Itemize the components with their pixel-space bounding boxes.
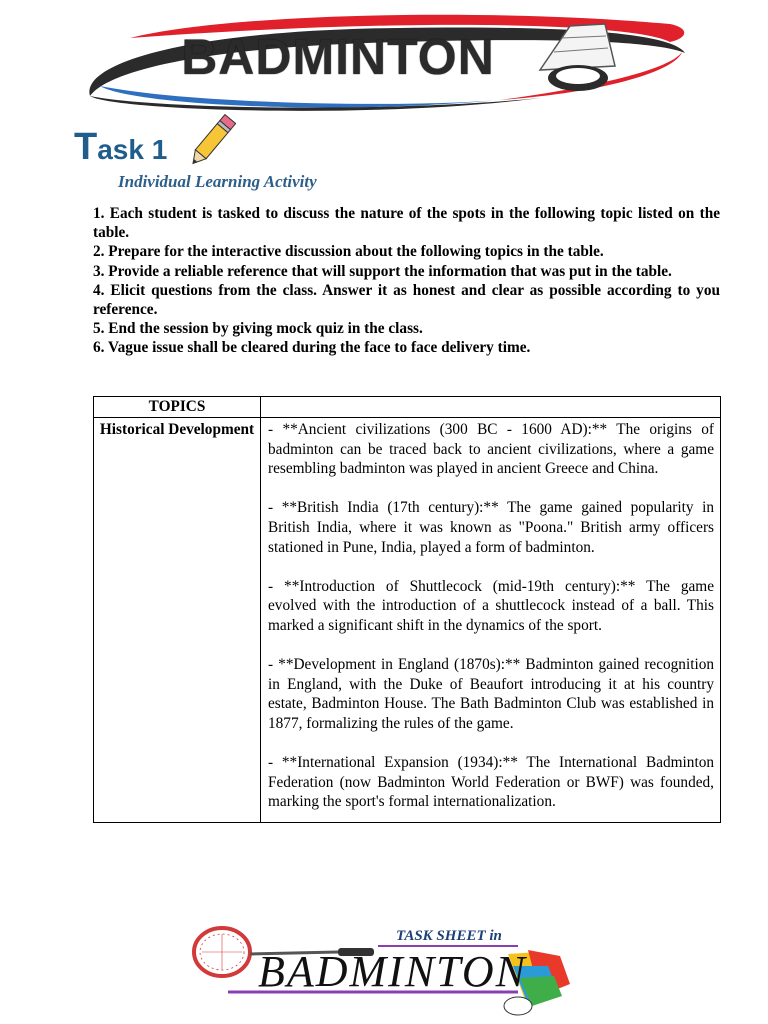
instruction-item: 4. Elicit questions from the class. Answer it as honest and clear as possible according to you reference.	[93, 281, 720, 319]
instruction-item: 3. Provide a reliable reference that will support the information that was put in the table.	[93, 262, 672, 280]
table-row	[94, 418, 721, 823]
instructions-list	[93, 204, 720, 358]
task-title-initial: T	[74, 126, 98, 168]
instruction-item: 2. Prepare for the interactive discussion about the following topics in the table.	[93, 243, 604, 261]
content-cell	[261, 418, 721, 823]
history-paragraph: - **International Expansion (1934):** The International Badminton Federation (now Badminton World Federation or BWF) was founded, marking the sport's formal internationalization.	[268, 754, 714, 811]
header-banner	[70, 8, 710, 118]
footer-banner	[188, 922, 588, 1022]
task-title	[74, 128, 167, 166]
history-paragraph: - **British India (17th century):** The game gained popularity in British India, where it was known as "Poona." British army officers stationed in Pune, India, played a form of badminton.	[268, 499, 714, 556]
instruction-item: 5. End the session by giving mock quiz in the class.	[93, 320, 423, 338]
task-subtitle: Individual Learning Activity	[118, 172, 317, 191]
task-title-rest: ask 1	[97, 134, 168, 165]
header-topics: TOPICS	[94, 397, 261, 418]
history-paragraph: - **Development in England (1870s):** Badminton gained recognition in England, with the Duke of Beaufort introducing it at his country estate, Badminton House. The Bath Badminton Club was established in 1877, formalizing the rules of the game.	[268, 656, 714, 732]
footer-task-sheet-label: TASK SHEET in	[396, 928, 502, 944]
topics-table	[93, 396, 721, 823]
table-header-row	[94, 397, 721, 418]
instruction-item: 1. Each student is tasked to discuss the nature of the spots in the following topic listed on the table.	[93, 205, 720, 242]
topic-cell: Historical Development	[94, 418, 261, 823]
banner-title: BADMINTON	[181, 29, 495, 85]
footer-title: BADMINTON	[258, 947, 527, 996]
instruction-item: 6. Vague issue shall be cleared during the face to face delivery time.	[93, 339, 531, 357]
pencil-icon	[186, 112, 236, 172]
header-content	[261, 397, 721, 418]
history-paragraph: - **Ancient civilizations (300 BC - 1600 AD):** The origins of badminton can be traced back to ancient civilizations, where a game resembling badminton was played in ancient Greece and China.	[268, 421, 714, 478]
history-paragraph: - **Introduction of Shuttlecock (mid-19th century):** The game evolved with the introduction of a shuttlecock instead of a ball. This marked a significant shift in the dynamics of the sport.	[268, 577, 714, 634]
